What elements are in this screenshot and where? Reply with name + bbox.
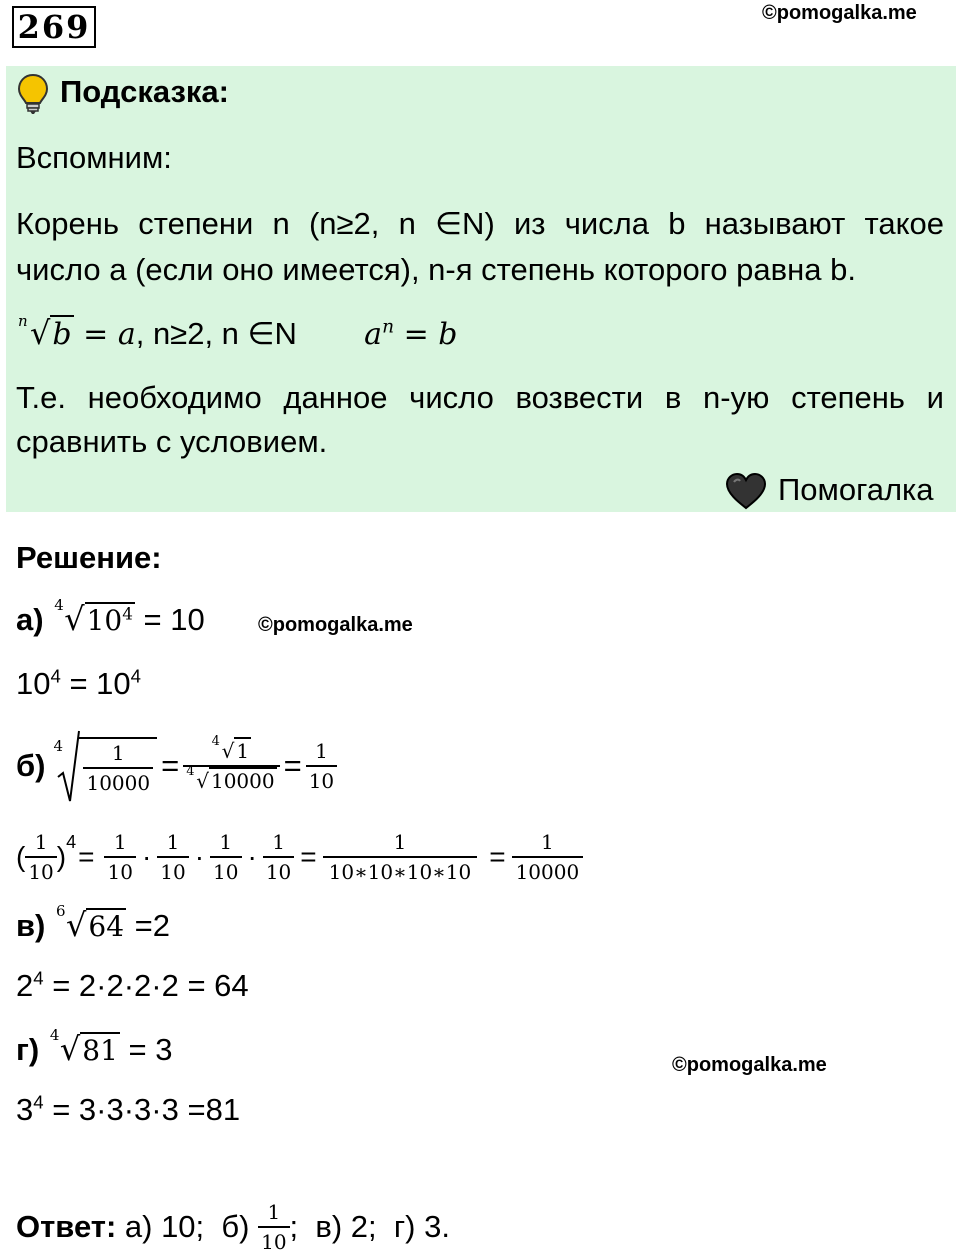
radical-sign: √ <box>221 739 235 763</box>
root-v <box>54 902 126 944</box>
radicand: 64 <box>88 910 125 943</box>
item-v-label: в) <box>16 908 46 943</box>
numerator: 1 <box>210 832 241 858</box>
watermark: ©pomogalka.me <box>672 1054 827 1076</box>
exponent: 4 <box>66 832 77 852</box>
check-a-eq: = <box>60 666 97 701</box>
check-a <box>16 666 141 702</box>
dot: · <box>141 841 152 872</box>
root-index: 4 <box>53 737 64 755</box>
check-a-exp2: 4 <box>130 665 141 687</box>
root-radicand: b <box>52 317 72 352</box>
item-b-label: б) <box>16 748 46 783</box>
root-index: 4 <box>211 734 220 749</box>
fraction <box>25 832 56 882</box>
root-fraction <box>183 734 279 793</box>
heart-icon <box>724 472 768 510</box>
root-index: 4 <box>49 1026 60 1044</box>
equals: = <box>78 841 95 872</box>
hint-title: Подсказка: <box>60 74 229 109</box>
equals: = <box>161 748 180 783</box>
numerator: 1 <box>263 832 294 858</box>
check-v-rest: = 2·2·2·2 = 64 <box>43 968 249 1003</box>
check-g <box>16 1092 240 1128</box>
numerator: 1 <box>306 741 337 767</box>
radical-sign <box>57 729 81 805</box>
radical-sign: √ <box>59 1030 81 1068</box>
light-bulb-icon <box>16 72 50 116</box>
power-base: a <box>364 317 383 352</box>
item-a-label: а) <box>16 602 44 637</box>
factor-fraction <box>104 832 135 882</box>
numerator: 1 <box>512 832 584 858</box>
answer-fraction <box>258 1202 289 1252</box>
hint-formula <box>16 314 457 364</box>
denominator: 10 <box>213 860 239 884</box>
item-g-label: г) <box>16 1032 40 1067</box>
answer-label: Ответ: <box>16 1209 117 1244</box>
radical-sign: √ <box>30 314 51 352</box>
denominator: 10 <box>28 860 54 884</box>
brand-name: Помогалка <box>778 472 934 507</box>
result-a: = 10 <box>134 602 205 637</box>
denominator: 10 <box>107 860 133 884</box>
check-v <box>16 968 249 1004</box>
equals: = <box>283 748 302 783</box>
check-g-rest: = 3·3·3·3 =81 <box>43 1092 241 1127</box>
power-exponent: n <box>382 316 395 338</box>
answer-part2: ; в) 2; г) 3. <box>289 1209 450 1244</box>
hint-note-line2: сравнить с условием. <box>16 424 328 459</box>
result-fraction <box>306 741 337 791</box>
root-index: 4 <box>54 596 64 614</box>
fraction <box>83 743 153 793</box>
formula-rhs: = a <box>73 317 136 352</box>
root-index: n <box>18 312 28 330</box>
equals: = <box>489 841 506 872</box>
watermark: ©pomogalka.me <box>762 2 917 24</box>
root-index: 4 <box>186 764 195 779</box>
denominator: 10∗10∗10∗10 <box>328 860 472 884</box>
dot: · <box>194 841 205 872</box>
check-a-exp1: 4 <box>50 665 61 687</box>
radical-sign: √ <box>196 769 209 793</box>
denominator: 10 <box>160 860 186 884</box>
factor-fraction <box>210 832 241 882</box>
hint-definition-line2: число a (если оно имеется), n-я степень которого равна b. <box>16 252 856 287</box>
check-a-base2: 10 <box>96 666 131 701</box>
root-index: 6 <box>56 902 66 920</box>
radicand: 1 <box>236 739 250 763</box>
solution-v <box>16 902 171 956</box>
result-v: =2 <box>126 908 171 943</box>
product-fraction <box>323 832 478 882</box>
root-a <box>52 596 135 638</box>
check-v-exp: 4 <box>33 967 44 989</box>
numerator: 1 <box>104 832 135 858</box>
close-paren: ) <box>56 841 67 872</box>
radicand: 81 <box>82 1034 118 1067</box>
check-b <box>16 824 583 890</box>
check-a-base1: 10 <box>16 666 51 701</box>
solution-a <box>16 596 205 650</box>
denominator: 10 <box>261 1230 287 1254</box>
solution-title: Решение: <box>16 540 162 575</box>
hint-definition-line1: Корень степени n (n≥2, n ∈N) из числа b называют такое <box>16 206 944 241</box>
denominator: 10 <box>308 769 335 793</box>
watermark: ©pomogalka.me <box>258 614 413 636</box>
denominator: 10000 <box>86 771 151 795</box>
power-rhs: = b <box>394 317 458 352</box>
radical-sign: √ <box>64 600 85 638</box>
numerator: 1 <box>258 1202 289 1228</box>
hint-note-line1: Т.е. необходимо данное число возвести в n-ую степень и <box>16 380 944 415</box>
nth-root-formula <box>16 314 74 352</box>
numerator: 1 <box>323 832 478 858</box>
numerator: 1 <box>157 832 188 858</box>
hint-recall: Вспомним: <box>16 140 172 175</box>
root-b <box>53 727 157 805</box>
factor-fraction <box>157 832 188 882</box>
equals: = <box>300 841 317 872</box>
check-g-exp: 4 <box>33 1091 44 1113</box>
radicand-base: 10 <box>86 604 123 637</box>
check-g-base: 3 <box>16 1092 34 1127</box>
factor-fraction <box>263 832 294 882</box>
solution-b <box>16 726 337 806</box>
root-g <box>48 1026 120 1068</box>
dot: · <box>247 841 257 872</box>
final-fraction <box>512 832 584 882</box>
radical-sign: √ <box>66 906 87 944</box>
open-paren: ( <box>16 841 26 872</box>
answer <box>16 1196 450 1258</box>
task-number: 269 <box>12 6 96 48</box>
numerator: 1 <box>83 743 153 769</box>
answer-part1: а) 10; б) <box>116 1209 259 1244</box>
numerator: 1 <box>25 832 56 858</box>
denominator: 10 <box>265 860 292 884</box>
denominator: 10000 <box>515 860 580 884</box>
check-v-base: 2 <box>16 968 34 1003</box>
radicand-exp: 4 <box>122 603 133 624</box>
formula-conditions: , n≥2, n ∈N <box>135 316 297 351</box>
result-g: = 3 <box>119 1032 173 1067</box>
radicand: 10000 <box>210 769 275 793</box>
solution-g <box>16 1026 173 1080</box>
